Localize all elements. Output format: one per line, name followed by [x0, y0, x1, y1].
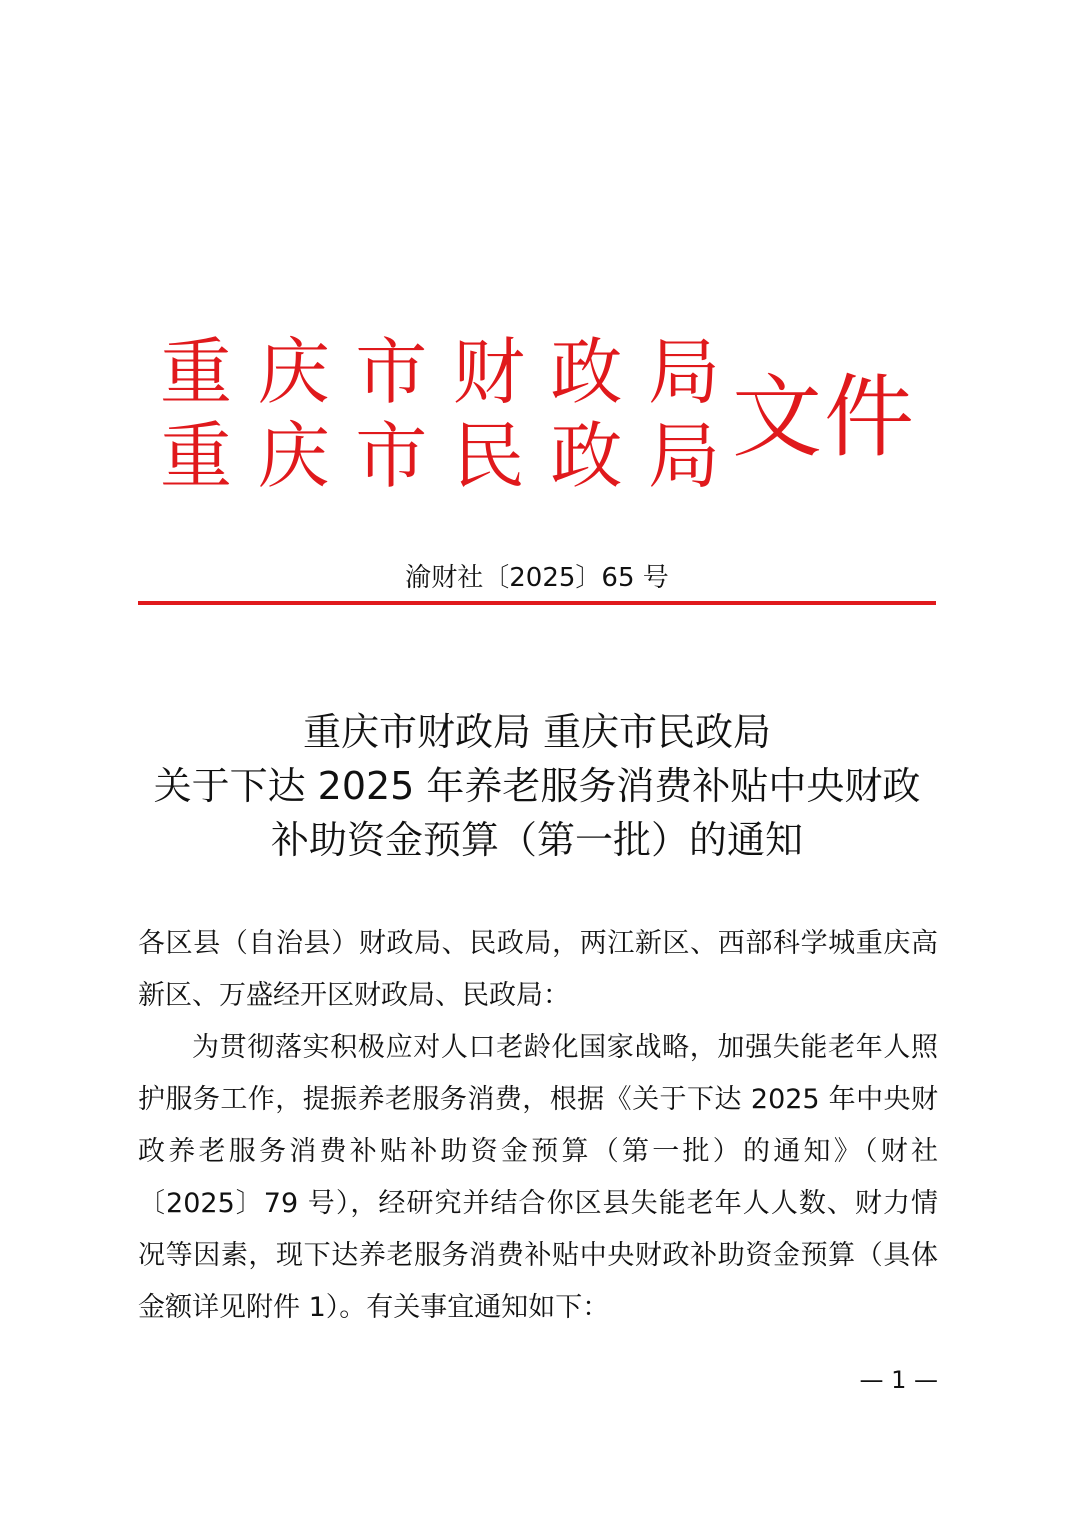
- document-title: [100, 705, 974, 867]
- org-char: 庆: [257, 330, 330, 414]
- title-line: 重庆市财政局 重庆市民政局: [302, 710, 772, 754]
- org-char: 政: [550, 414, 623, 498]
- document-number: 渝财社〔2025〕65 号: [405, 563, 669, 593]
- org-char: 市: [355, 414, 428, 498]
- page-number: — 1 —: [859, 1366, 938, 1394]
- issuing-org-finance-bureau: [160, 332, 720, 412]
- document-body: [138, 918, 938, 1334]
- org-char: 局: [647, 330, 720, 414]
- document-type-label: 文件: [732, 365, 916, 470]
- org-char: 局: [647, 414, 720, 498]
- title-line: 补助资金预算（第一批）的通知: [270, 818, 803, 862]
- org-char: 重: [160, 414, 233, 498]
- org-char: 民: [452, 414, 525, 498]
- org-char: 庆: [257, 414, 330, 498]
- org-char: 市: [355, 330, 428, 414]
- org-char: 政: [550, 330, 623, 414]
- org-char: 重: [160, 330, 233, 414]
- red-divider-line: [138, 601, 936, 605]
- title-line: 关于下达 2025 年养老服务消费补贴中央财政: [153, 764, 921, 808]
- body-paragraph: 为贯彻落实积极应对人口老龄化国家战略，加强失能老年人照护服务工作，提振养老服务消费，根据《关于下达 2025 年中央财政养老服务消费补贴补助资金预算（第一批）的通知》（财社〔2025〕79 号），经研究并结合你区县失能老年人人数、财力情况等因素，现下达养老服务消费补贴中央财政补助资金预算（具体金额详见附件 1）。有关事宜通知如下：: [138, 1032, 938, 1323]
- issuing-org-civil-affairs-bureau: [160, 416, 720, 496]
- document-header: [160, 330, 920, 500]
- org-char: 财: [452, 330, 525, 414]
- addressee: 各区县（自治县）财政局、民政局，两江新区、西部科学城重庆高新区、万盛经开区财政局、民政局：: [138, 928, 938, 1011]
